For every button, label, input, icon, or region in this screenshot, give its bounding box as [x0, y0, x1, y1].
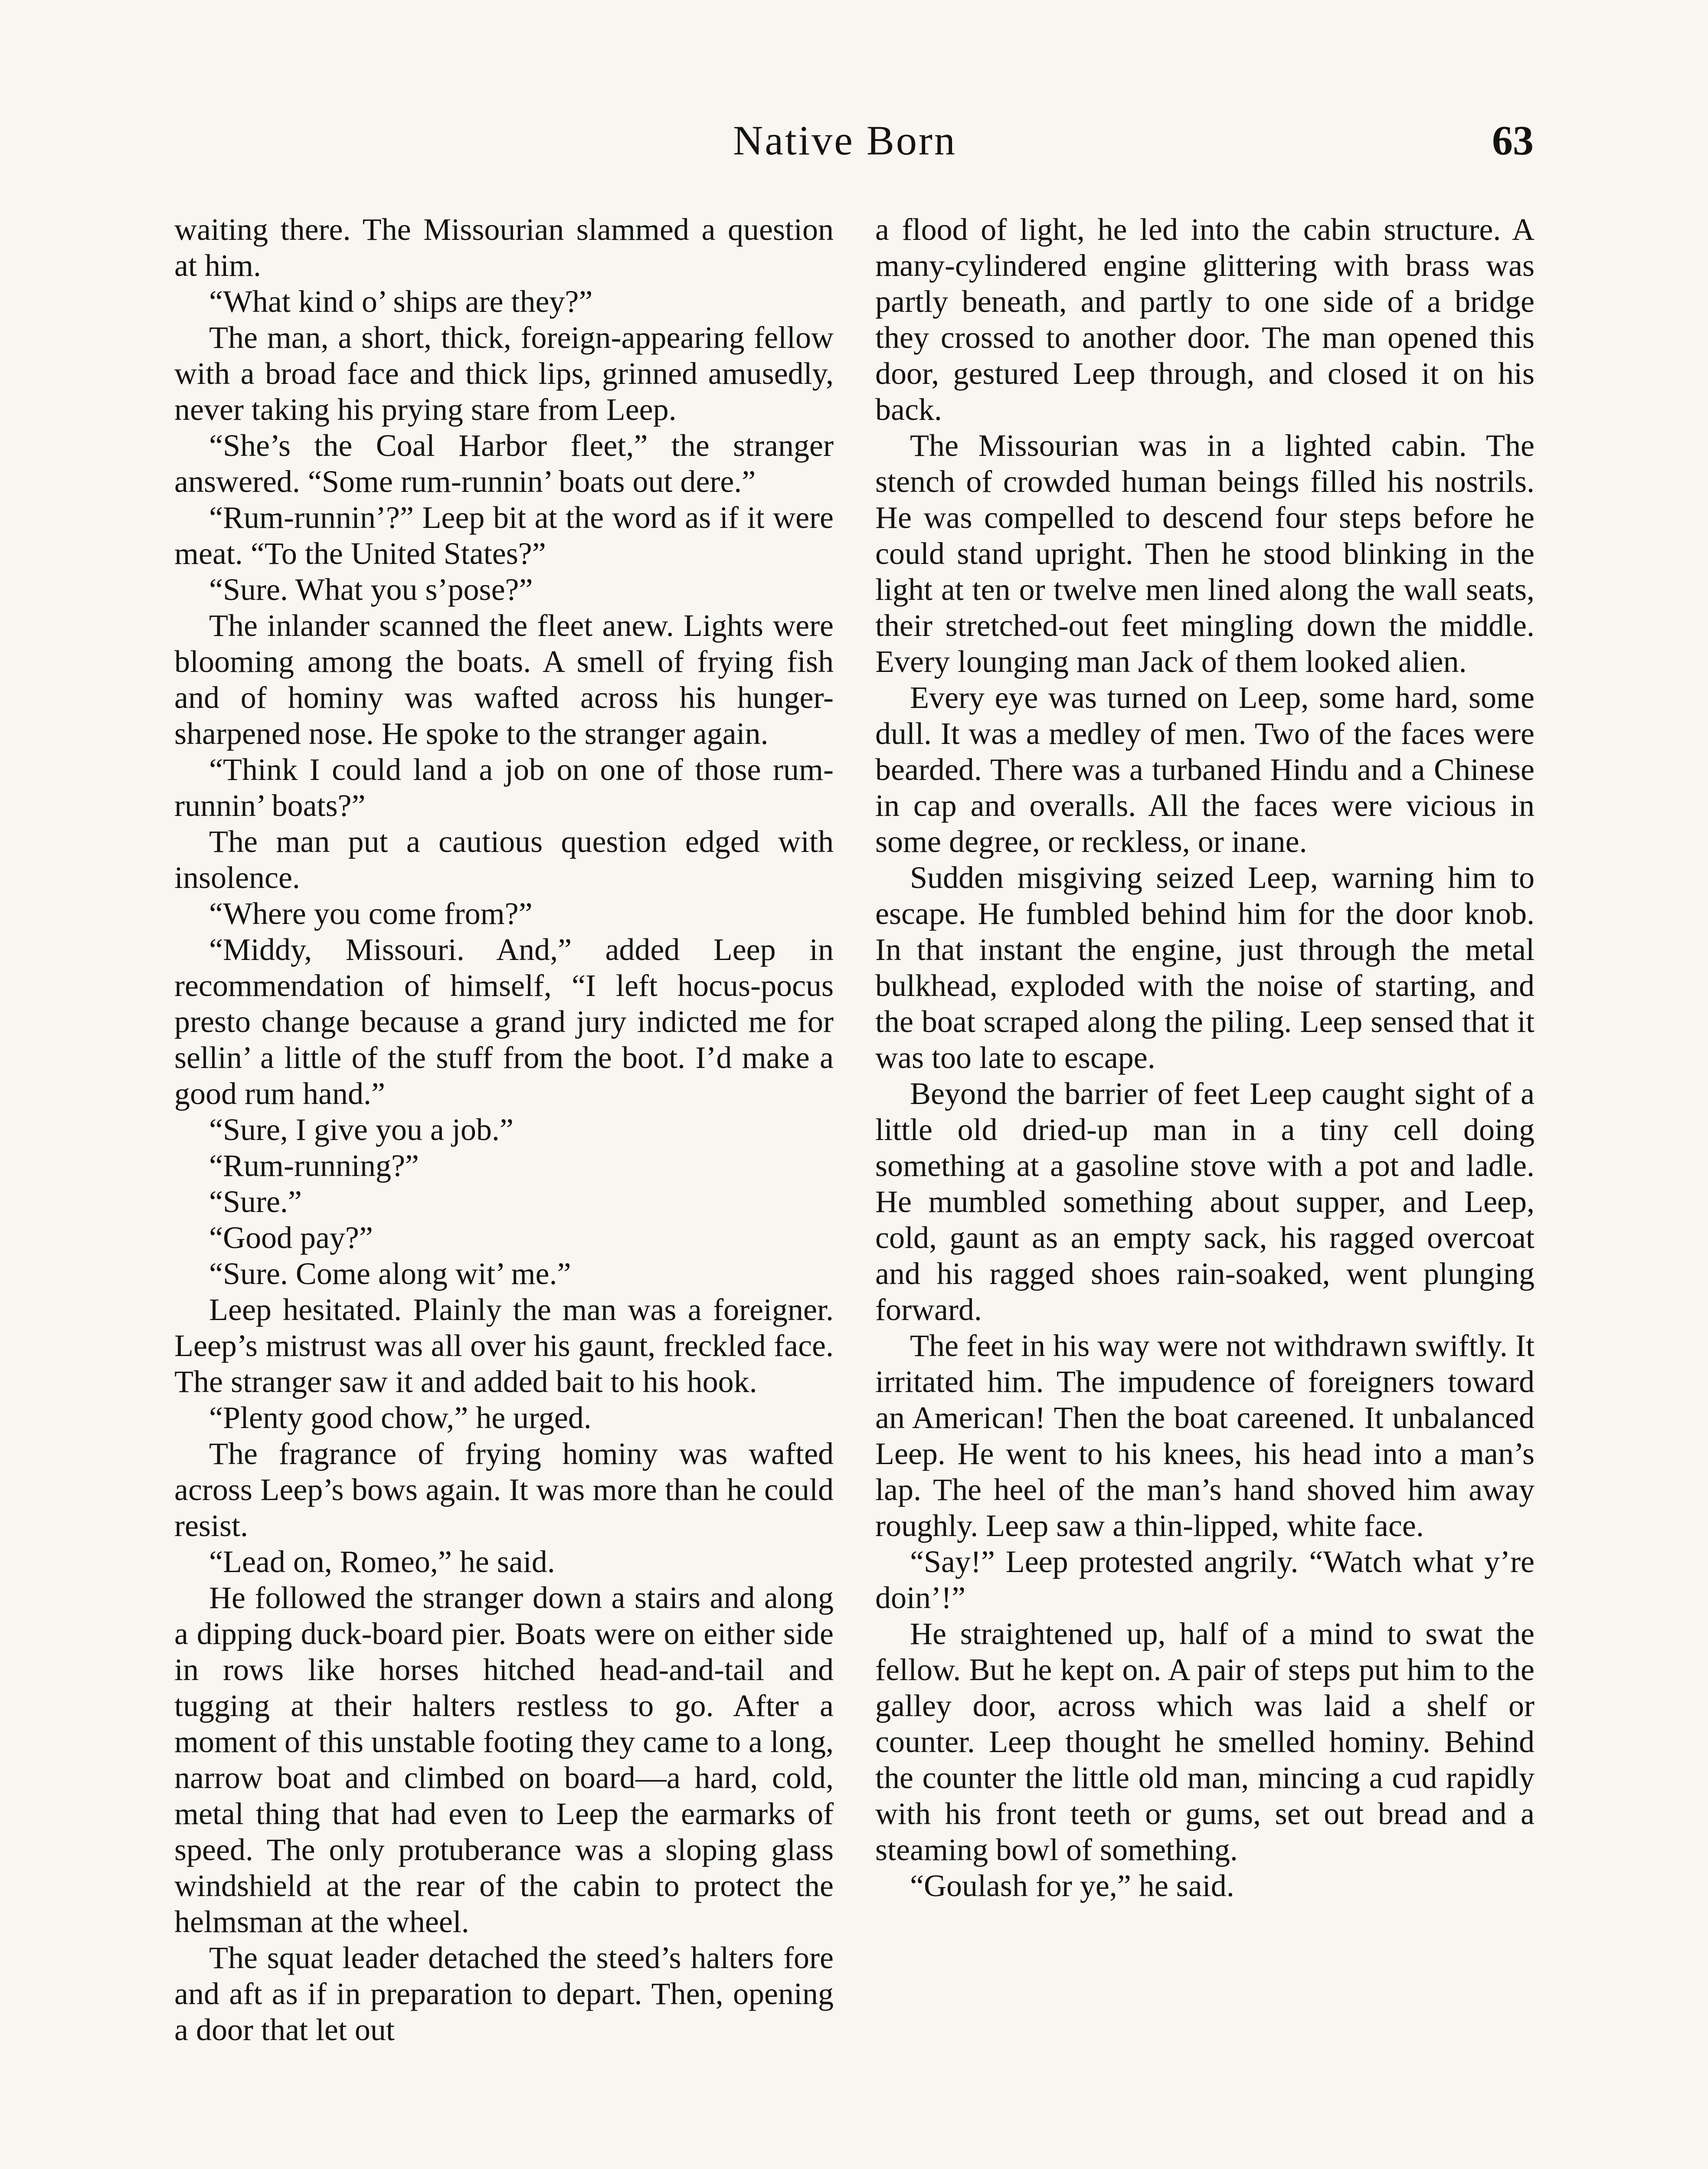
paragraph: “Sure, I give you a job.” [209, 1112, 514, 1147]
text-column-right [875, 212, 1535, 1904]
paragraph: “Sure. Come along wit’ me.” [209, 1256, 571, 1291]
paragraph: Sudden misgiving seized Leep, warning him to escape. He fumbled behind him for the door knob. In that instant the engine, just through the metal bulkhead, exploded with the noise of starting, and the boat scraped along the piling. Leep sensed that it was too late to escape. [875, 860, 1535, 1075]
paragraph: “Sure.” [209, 1184, 302, 1219]
paragraph: Beyond the barrier of feet Leep caught sight of a little old dried-up man in a tiny cell doing something at a gasoline stove with a pot and ladle. He mumbled something about supper, and Leep, cold, gaunt as an empty sack, his ragged overcoat and his ragged shoes rain-soaked, went plunging forward. [875, 1076, 1535, 1327]
paragraph: “Plenty good chow,” he urged. [209, 1400, 592, 1435]
paragraph: “Lead on, Romeo,” he said. [209, 1544, 555, 1579]
page-header [0, 116, 1708, 164]
paragraph: “Sure. What you s’pose?” [209, 572, 533, 607]
paragraph: “Good pay?” [209, 1220, 373, 1255]
page-number: 63 [1492, 117, 1534, 164]
paragraph: The feet in his way were not withdrawn swiftly. It irritated him. The impudence of foreigners toward an American! Then the boat careened. It unbalanced Leep. He went to his knees, his head into a man’s lap. The heel of the man’s hand shoved him away roughly. Leep saw a thin-lipped, white face. [875, 1328, 1535, 1543]
paragraph: The inlander scanned the fleet anew. Lights were blooming among the boats. A smell of frying fish and of hominy was wafted across his hunger-sharpened nose. He spoke to the stranger again. [174, 608, 834, 751]
paragraph: The man, a short, thick, foreign-appearing fellow with a broad face and thick lips, grinned amusedly, never taking his prying stare from Leep. [174, 320, 834, 427]
running-title: Native Born [733, 117, 957, 164]
paragraph: Every eye was turned on Leep, some hard, some dull. It was a medley of men. Two of the faces were bearded. There was a turbaned Hindu and a Chinese in cap and overalls. All the faces were vicious in some degree, or reckless, or inane. [875, 680, 1535, 859]
paragraph: “What kind o’ ships are they?” [209, 284, 593, 319]
paragraph: “Say!” Leep protested angrily. “Watch what y’re doin’!” [875, 1544, 1535, 1615]
text-column-left [174, 212, 834, 2048]
paragraph: waiting there. The Missourian slammed a question at him. [174, 212, 834, 283]
paragraph: “Think I could land a job on one of those rum-runnin’ boats?” [174, 752, 834, 823]
paragraph: a flood of light, he led into the cabin structure. A many-cylindered engine glittering with brass was partly beneath, and partly to one side of a bridge they crossed to another door. The man opened this door, gestured Leep through, and closed it on his back. [875, 212, 1535, 427]
paragraph: “Middy, Missouri. And,” added Leep in recommendation of himself, “I left hocus-pocus presto change because a grand jury indicted me for sellin’ a little of the stuff from the boot. I’d make a good rum hand.” [174, 932, 834, 1111]
paragraph: He followed the stranger down a stairs and along a dipping duck-board pier. Boats were on either side in rows like horses hitched head-and-tail and tugging at their halters restless to go. After a moment of this unstable footing they came to a long, narrow boat and climbed on board—a hard, cold, metal thing that had even to Leep the earmarks of speed. The only protuberance was a sloping glass windshield at the rear of the cabin to protect the helmsman at the wheel. [174, 1580, 834, 1939]
paragraph: The man put a cautious question edged with insolence. [174, 824, 834, 895]
paragraph: Leep hesitated. Plainly the man was a foreigner. Leep’s mistrust was all over his gaunt, freckled face. The stranger saw it and added bait to his hook. [174, 1292, 834, 1399]
paragraph: The Missourian was in a lighted cabin. The stench of crowded human beings filled his nostrils. He was compelled to descend four steps before he could stand upright. Then he stood blinking in the light at ten or twelve men lined along the wall seats, their stretched-out feet mingling down the middle. Every lounging man Jack of them looked alien. [875, 428, 1535, 679]
paragraph: The fragrance of frying hominy was wafted across Leep’s bows again. It was more than he could resist. [174, 1436, 834, 1543]
paragraph: “Goulash for ye,” he said. [910, 1868, 1234, 1903]
paragraph: He straightened up, half of a mind to swat the fellow. But he kept on. A pair of steps put him to the galley door, across which was laid a shelf or counter. Leep thought he smelled hominy. Behind the counter the little old man, mincing a cud rapidly with his front teeth or gums, set out bread and a steaming bowl of something. [875, 1616, 1535, 1867]
paragraph: “Where you come from?” [209, 896, 533, 931]
paragraph: “She’s the Coal Harbor fleet,” the stranger answered. “Some rum-runnin’ boats out dere.” [174, 428, 834, 499]
paragraph: The squat leader detached the steed’s halters fore and aft as if in preparation to depart. Then, opening a door that let out [174, 1940, 834, 2047]
paragraph: “Rum-runnin’?” Leep bit at the word as if it were meat. “To the United States?” [174, 500, 834, 571]
paragraph: “Rum-running?” [209, 1148, 419, 1183]
